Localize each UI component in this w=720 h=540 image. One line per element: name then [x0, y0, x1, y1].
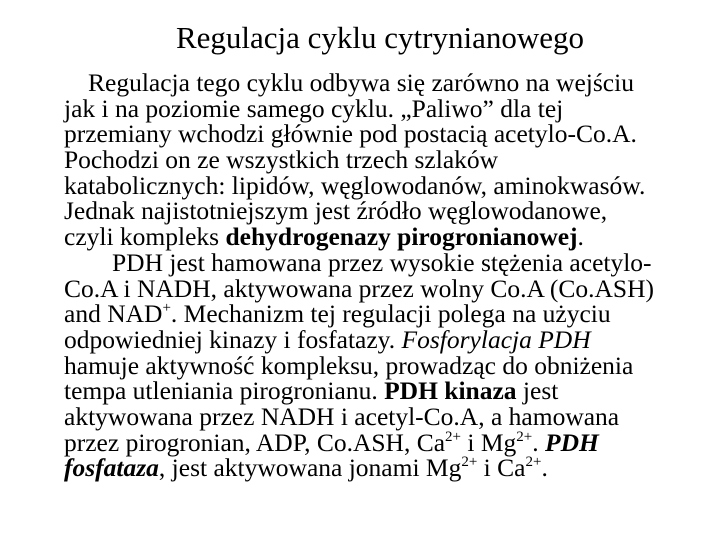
- superscript: 2+: [445, 428, 462, 445]
- bold-term-kinase: PDH kinaza: [384, 376, 517, 406]
- slide-title: Regulacja cyklu cytrynianowego: [175, 20, 585, 55]
- text-line: [64, 427, 714, 457]
- text-line: [64, 301, 714, 327]
- text-segment: . Mechanizm tej regulacji polega na użyciu: [170, 299, 611, 329]
- text-line: [64, 224, 714, 250]
- bold-term-pdh: dehydrogenazy pirogronianowej: [225, 222, 578, 252]
- text-segment: , jest aktywowana jonami Mg: [158, 453, 462, 483]
- text-segment: .: [541, 453, 548, 483]
- superscript: 2+: [516, 428, 533, 445]
- text-segment: .: [532, 427, 545, 457]
- text-line: Regulacja tego cyklu odbywa się zarówno na wejściu: [88, 68, 634, 97]
- text-segment: i Mg: [461, 427, 517, 457]
- italic-term: Fosforylacja PDH: [401, 324, 591, 354]
- text-line: [64, 455, 714, 481]
- text-line: jak i na poziomie samego cyklu. „Paliwo” dla tej: [64, 93, 564, 123]
- text-segment: and NAD: [64, 299, 163, 329]
- text-line: aktywowana przez NADH i acetyl-Co.A, a hamowana: [64, 401, 620, 431]
- text-segment: tempa utleniania pirogronianu.: [64, 376, 378, 406]
- text-segment: i Ca: [477, 453, 526, 483]
- superscript: 2+: [525, 454, 542, 471]
- text-segment: jest: [516, 376, 559, 406]
- text-line: PDH jest hamowana przez wysokie stężenia acetylo-: [112, 247, 652, 277]
- text-segment: czyli kompleks: [64, 222, 226, 252]
- text-line: Jednak najistotniejszym jest źródło węglowodanowe,: [64, 196, 608, 226]
- text-line: Pochodzi on ze wszystkich trzech szlaków: [64, 145, 499, 175]
- text-line: przemiany wchodzi głównie pod postacią acetylo-Co.A.: [64, 119, 637, 149]
- body-text: [64, 70, 714, 481]
- text-line: Co.A i NADH, aktywowana przez wolny Co.A (Co.ASH): [64, 273, 654, 303]
- text-segment: .: [577, 222, 584, 252]
- superscript: +: [162, 300, 171, 317]
- text-line: hamuje aktywność kompleksu, prowadząc do obniżenia: [64, 350, 634, 380]
- text-line: [64, 378, 714, 404]
- text-segment: odpowiedniej kinazy i fosfatazy.: [64, 324, 396, 354]
- bold-italic-term: fosfataza: [64, 453, 159, 483]
- text-line: katabolicznych: lipidów, węglowodanów, aminokwasów.: [64, 170, 646, 200]
- text-segment: przez pirogronian, ADP, Co.ASH, Ca: [64, 427, 446, 457]
- text-line: [64, 324, 714, 354]
- bold-italic-term: PDH: [545, 427, 599, 457]
- superscript: 2+: [461, 454, 478, 471]
